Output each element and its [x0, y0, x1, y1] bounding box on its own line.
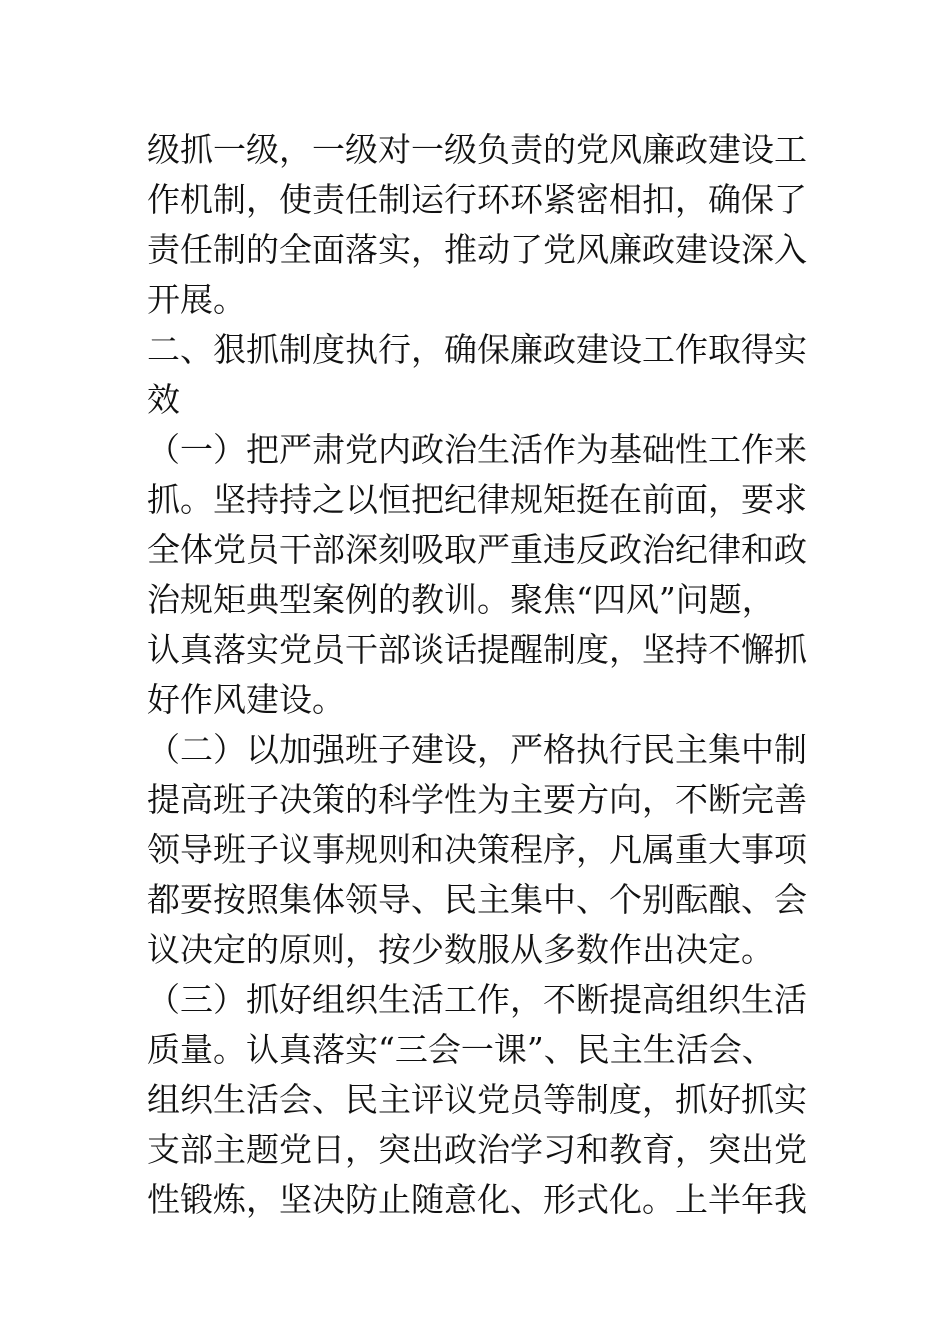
text-line: 支部主题党日，突出政治学习和教育，突出党 [147, 1130, 807, 1169]
text-line: 治规矩典型案例的教训。聚焦“四风”问题， [147, 580, 775, 619]
text-line: 好作风建设。 [147, 680, 345, 719]
text-line: （一）把严肃党内政治生活作为基础性工作来 [147, 430, 807, 469]
text-line: 责任制的全面落实，推动了党风廉政建设深入 [147, 230, 807, 269]
text-line: 抓。坚持持之以恒把纪律规矩挺在前面，要求 [147, 480, 807, 519]
text-line: 性锻炼，坚决防止随意化、形式化。上半年我 [147, 1180, 807, 1219]
text-line: 提高班子决策的科学性为主要方向，不断完善 [147, 780, 807, 819]
text-line: 开展。 [147, 280, 246, 319]
text-line: 议决定的原则，按少数服从多数作出决定。 [147, 930, 774, 969]
text-line: 作机制，使责任制运行环环紧密相扣，确保了 [147, 180, 807, 219]
text-line: 级抓一级，一级对一级负责的党风廉政建设工 [147, 130, 807, 169]
text-line: 全体党员干部深刻吸取严重违反政治纪律和政 [147, 530, 807, 569]
section-heading-line: 效 [147, 380, 180, 419]
text-line: 都要按照集体领导、民主集中、个别酝酿、会 [147, 880, 807, 919]
text-line: 组织生活会、民主评议党员等制度，抓好抓实 [147, 1080, 807, 1119]
text-line: 质量。认真落实“三会一课”、民主生活会、 [147, 1030, 775, 1069]
text-line: （二）以加强班子建设，严格执行民主集中制 [147, 730, 807, 769]
document-body [147, 125, 817, 1225]
text-line: （三）抓好组织生活工作，不断提高组织生活 [147, 980, 807, 1019]
text-line: 认真落实党员干部谈话提醒制度，坚持不懈抓 [147, 630, 807, 669]
text-line: 领导班子议事规则和决策程序，凡属重大事项 [147, 830, 807, 869]
section-heading-line: 二、狠抓制度执行，确保廉政建设工作取得实 [147, 330, 807, 369]
